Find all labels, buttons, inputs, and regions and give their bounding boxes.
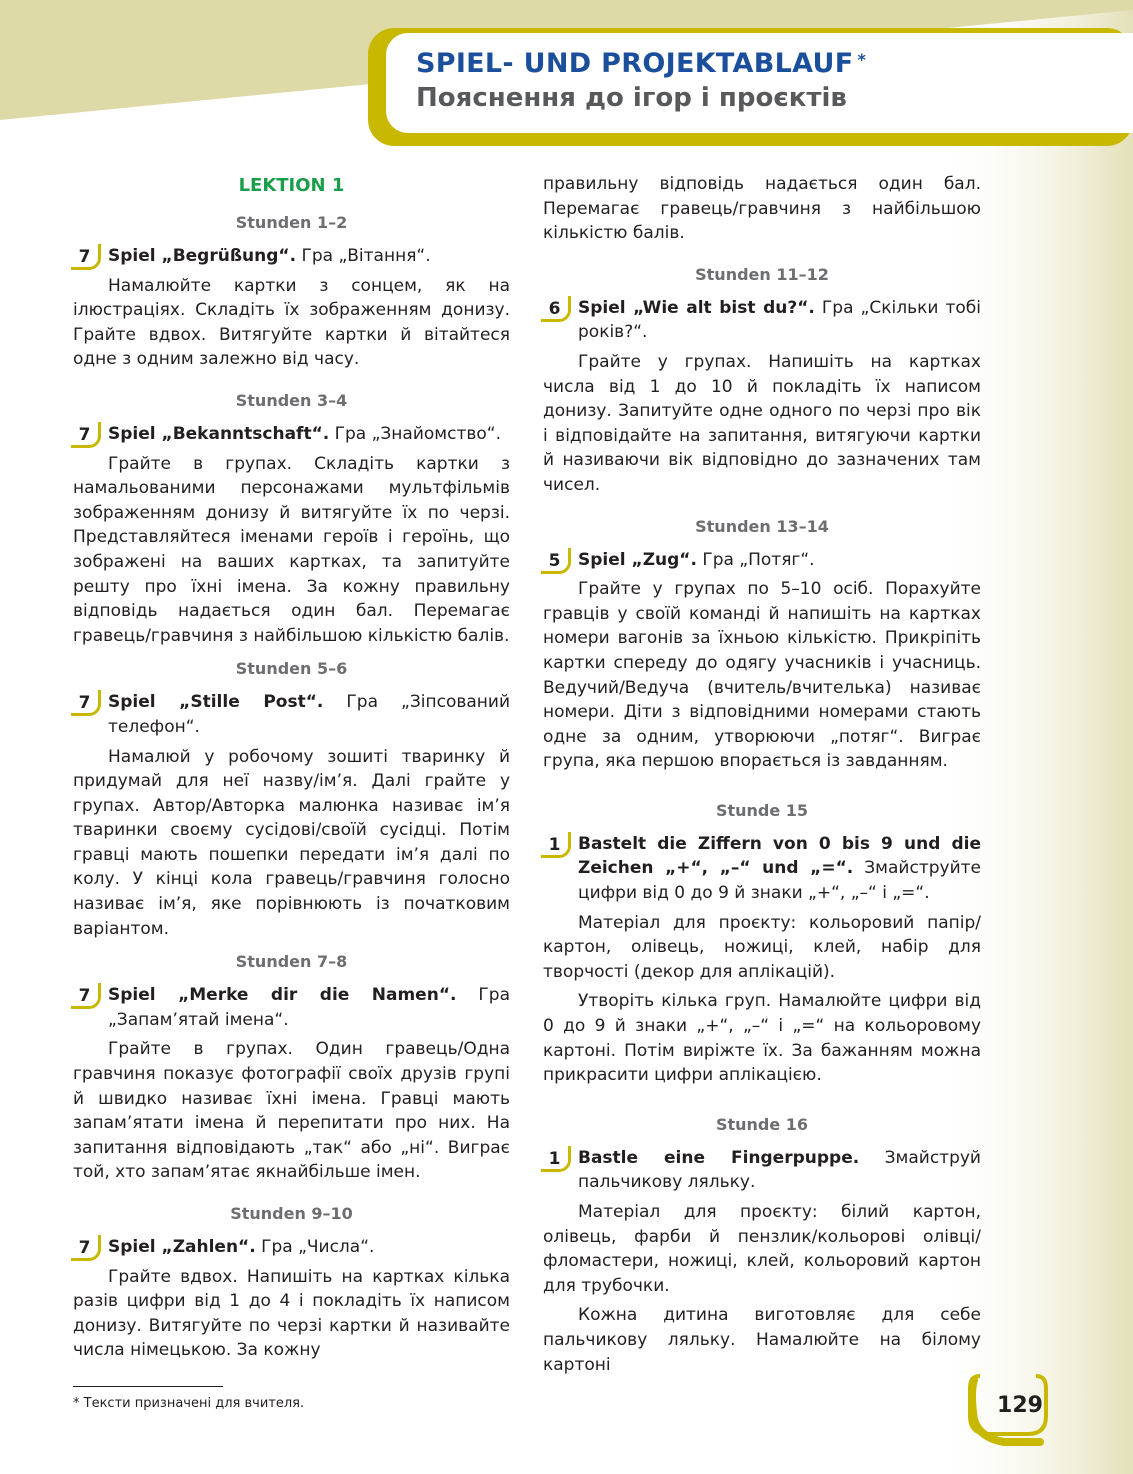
section-heading: Stunde 15: [715, 800, 809, 820]
exercise-number: 5: [541, 548, 571, 574]
section-heading: Stunden 11–12: [695, 264, 829, 284]
section-heading: Stunden 7–8: [235, 952, 348, 972]
exercise-text: Грайте в групах. Один гравець/Одна гравчиня показує фотографії своїх друзів групі й швидко називає їхні імена. Гравці мають запам’ятати імена й перепитати про них. На запитання відповідають „так“ або „ні“. Виграє той, хто запам’ятає якнайбільше імен.: [73, 1039, 510, 1183]
exercise-entry: [73, 244, 510, 372]
exercise-title: Spiel „Wie alt bist du?“.: [578, 297, 815, 318]
section-heading: Stunde 16: [715, 1114, 809, 1134]
exercise-title-translation: Змайструй пальчикову ляльку.: [578, 1147, 981, 1193]
section-heading: Stunden 9–10: [230, 1204, 353, 1223]
header-subtitle: Пояснення до ігор і проєктів: [416, 83, 847, 113]
exercise-title: Spiel „Stille Post“.: [108, 692, 324, 713]
continued-text: правильну відповідь надається один бал. Перемагає гравець/гравчиня з найбільшою кількістю балів.: [543, 174, 981, 244]
lesson-title: LEKTION 1: [238, 175, 345, 196]
exercise-entry: [543, 296, 981, 498]
exercise-entry: [73, 690, 510, 941]
exercise-number: 7: [71, 983, 101, 1009]
exercise-title: Bastelt die Ziffern von 0 bis 9 und die Zeichen „+“, „–“ und „=“.: [578, 833, 981, 879]
exercise-entry: [543, 548, 981, 774]
exercise-title-translation: Гра „Потяг“.: [696, 549, 815, 570]
exercise-title: Spiel „Zahlen“.: [108, 1237, 256, 1257]
section-heading: Stunden 5–6: [235, 659, 348, 679]
section-heading: Stunden 13–14: [695, 516, 829, 536]
exercise-entry: [543, 832, 981, 1088]
exercise-title-translation: Змайструйте цифри від 0 до 9 й знаки „+“, „–“ і „=“.: [578, 858, 981, 904]
exercise-text: Матеріал для проєкту: кольоровий папір/картон, олівець, ножиці, клей, набір для творчості (декор для аплікацій).: [543, 912, 981, 982]
exercise-title: Spiel „Merke dir die Namen“.: [108, 985, 457, 1006]
exercise-number: 7: [71, 422, 101, 448]
exercise-title-translation: Гра „Вітання“.: [296, 246, 431, 266]
exercise-text: Намалюйте картки з сонцем, як на ілюстраціях. Складіть їх зображенням донизу. Грайте вдвох. Витягуйте картки й вітайтеся одне з одним залежно від часу.: [73, 275, 510, 370]
exercise-text: Грайте у групах. Напишіть на картках числа від 1 до 10 й покладіть їх написом донизу. Запитуйте одне одного по черзі про вік і відповідайте на запитання, витягуючи картки й називаючи вік відповідно до зазначених там чисел.: [543, 351, 981, 495]
exercise-title: Bastle eine Fingerpuppe.: [578, 1147, 860, 1168]
exercise-entry: [73, 983, 510, 1185]
exercise-title: Spiel „Bekanntschaft“.: [108, 423, 330, 444]
exercise-text: Грайте у групах по 5–10 осіб. Порахуйте гравців у своїй команді й напишіть на картках номери вагонів за їхньою кількістю. Прикріпіть картки спереду до одягу учасників і учасниць. Ведучий/Ведуча (вчитель/вчителька) називає номери. Діти з відповідними номерами стають одне за одним, утворюючи „потяг“. Виграє група, яка першою впорається із завданням.: [543, 579, 981, 772]
exercise-number: 7: [71, 1235, 101, 1261]
page-number: 129: [997, 1393, 1043, 1418]
right-column: [543, 172, 981, 1377]
exercise-title-translation: Гра „Числа“.: [255, 1237, 375, 1257]
exercise-number: 1: [541, 832, 571, 858]
page-header: [386, 33, 1133, 133]
exercise-text: Кожна дитина виготовляє для себе пальчикову ляльку. Намалюйте на білому картоні: [543, 1305, 981, 1375]
exercise-number: 7: [71, 690, 101, 716]
exercise-title-translation: Гра „Знайомство“.: [329, 423, 501, 444]
exercise-title: Spiel „Begrüßung“.: [108, 246, 297, 266]
exercise-number: 1: [541, 1146, 571, 1172]
exercise-title-translation: Гра „Зіпсований телефон“.: [108, 692, 510, 737]
exercise-title-translation: Гра „Запам’ятай імена“.: [108, 985, 510, 1030]
section-heading: Stunden 3–4: [235, 390, 348, 410]
exercise-text: Утворіть кілька груп. Намалюйте цифри від 0 до 9 й знаки „+“, „–“ і „=“ на кольоровому картоні. Потім виріжте їх. За бажанням можна прикрасити цифри аплікацією.: [543, 991, 981, 1086]
exercise-entry: [73, 1235, 510, 1363]
footnote-divider: [73, 1386, 223, 1387]
exercise-text: Намалюй у робочому зошиті тваринку й придумай для неї назву/ім’я. Далі грайте у групах. Автор/Авторка малюнка називає ім’я тваринки своєму сусідові/своїй сусідці. Потім гравці мають пошепки передати ім’я далі по колу. У кінці кола гравець/гравчиня голосно називає ім’я, яке порівнюють із початковим варіантом.: [73, 746, 510, 939]
left-column: [73, 170, 510, 1363]
header-title-mark: *: [857, 50, 867, 69]
exercise-entry: [73, 422, 510, 648]
exercise-text: Грайте в групах. Складіть картки з намальованими персонажами мультфільмів зображенням донизу й витягуйте їх по черзі. Представляйтеся іменами героїв і героїнь, що зображені на ваших картках, та запитуйте решту про їхні імена. За кожну правильну відповідь надається один бал. Перемагає гравець/гравчиня з найбільшою кількістю балів.: [73, 453, 510, 646]
exercise-title-translation: Гра „Скільки тобі років?“.: [578, 297, 981, 343]
exercise-title: Spiel „Zug“.: [578, 549, 697, 570]
exercise-number: 7: [71, 244, 101, 270]
footnote: * Тексти призначені для вчителя.: [73, 1396, 305, 1411]
exercise-text: Матеріал для проєкту: білий картон, олівець, фарби й пензлик/кольорові олівці/фломастери, ножиці, клей, кольоровий картон для трубочки.: [543, 1202, 981, 1296]
section-heading: Stunden 1–2: [235, 213, 348, 232]
header-title: SPIEL- UND PROJEKTABLAUF *: [416, 48, 867, 79]
exercise-entry: [543, 1146, 981, 1377]
exercise-number: 6: [541, 296, 571, 322]
exercise-text: Грайте вдвох. Напишіть на картках кілька разів цифри від 1 до 4 і покладіть їх написом донизу. Витягуйте по черзі картки й називайте числа німецькою. За кожну: [73, 1266, 510, 1361]
